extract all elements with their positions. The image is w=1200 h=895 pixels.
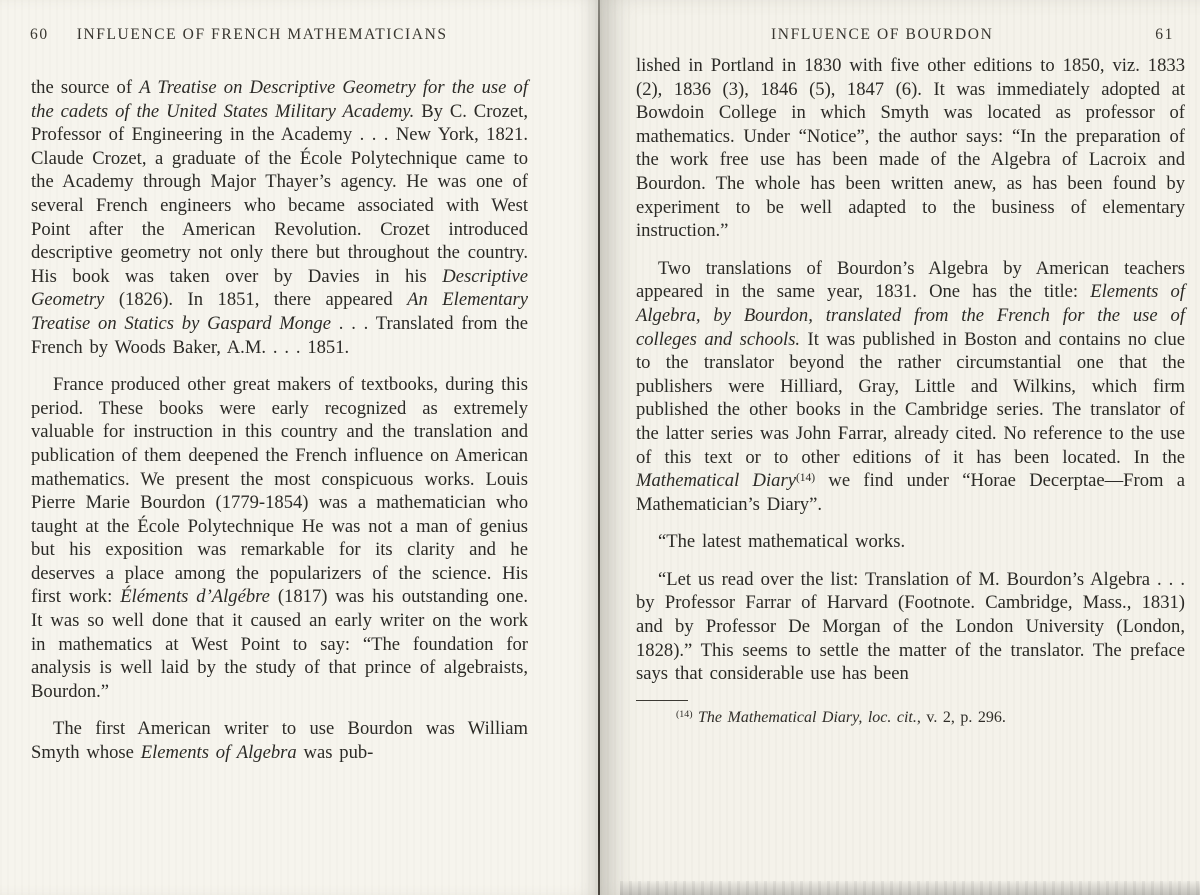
running-head-left: [0, 0, 600, 44]
text-run: Two translations of Bourdon’s Algebra by American teachers appeared in the same year, 1831. One has the title:: [636, 257, 1185, 303]
paragraph: [31, 373, 528, 703]
running-head-title-left: INFLUENCE OF FRENCH MATHEMATICIANS: [76, 26, 448, 43]
footnote: [636, 708, 1185, 728]
text-run: “Let us read over the list: Translation of M. Bourdon’s Algebra . . . by Professor Farrar of Harvard (Footnote. Cambridge, Mass., 1831) and by Professor De Morgan of the London University (London, 1828).” This seems to settle the matter of the translator. The preface says that considerable use has been: [636, 568, 1185, 685]
text-run: was pub-: [296, 742, 374, 764]
italic-title-run: Éléments d’Algébre: [120, 586, 270, 608]
page-body-right: [636, 54, 1185, 686]
text-run: (14): [676, 709, 693, 721]
page-body-left: [31, 76, 528, 765]
text-run: . . . Translated from the French by Woods Baker, A.M. . . . 1851.: [31, 312, 528, 358]
italic-title-run: Elements of Algebra: [140, 742, 297, 764]
text-run: we find under “Horae Decerptae—From a Mathematician’s Diary”.: [636, 470, 1185, 515]
text-run: (1817) was his outstanding one. It was so well done that it caused an early writer on the work in mathematics at West Point to say: “The foundation for analysis is well laid by the study of that prince of algebraists, Bourdon.”: [31, 586, 529, 702]
text-run: , v. 2, p. 296.: [916, 708, 1006, 726]
page-edge-shadow: [620, 881, 1200, 895]
italic-title-run: An Elementary Treatise on Statics by Gaspard Monge: [31, 289, 529, 334]
text-run: By C. Crozet, Professor of Engineering in the Academy . . . New York, 1821. Claude Crozet, a graduate of the École Polytechnique came to the Academy through Major Thayer’s agency. He was one of several French engineers who became associated with West Point after the American Revolution. Crozet introduced descriptive geometry not only there but throughout the country. His book was taken over by Davies in his: [31, 100, 529, 287]
paragraph: [636, 530, 1185, 554]
paragraph: [31, 76, 528, 359]
paragraph: [636, 257, 1185, 517]
text-run: (14): [795, 471, 816, 484]
text-run: the source of: [31, 77, 140, 98]
text-run: The first American writer to use Bourdon was William Smyth whose: [31, 718, 528, 764]
text-run: lished in Portland in 1830 with five other editions to 1850, viz. 1833 (2), 1836 (3), 1846 (5), 1847 (6). It was immediately adopted at Bowdoin College in which Smyth was located as professor of mathematics. Under “Notice”, the author says: “In the preparation of the work free use has been made of the Algebra of Lacroix and Bourdon. The whole has been written anew, as has been found by experiment to be well adapted to the business of elementary instruction.”: [636, 55, 1185, 242]
paragraph: [636, 54, 1185, 243]
footnote-block: [636, 700, 1185, 728]
paragraph: [636, 568, 1185, 686]
footnote-divider: [636, 700, 688, 701]
page-right: [600, 0, 1200, 895]
paragraph: [31, 717, 528, 764]
italic-title-run: Mathematical Diary: [636, 470, 796, 492]
italic-title-run: Descriptive Geometry: [31, 265, 528, 311]
italic-title-run: The Mathematical Diary, loc. cit.: [692, 708, 917, 726]
book-gutter: [598, 0, 600, 895]
page-number-right: 61: [1155, 26, 1174, 43]
text-run: “The latest mathematical works.: [658, 531, 906, 553]
running-head-right: [600, 0, 1200, 43]
text-run: France produced other great makers of textbooks, during this period. These books were early recognized as extremely valuable for instruction in this country and the translation and publication of them deepened the French influence on American mathematics. We present the most conspicuous works. Louis Pierre Marie Bourdon (1779-1854) was a mathematician who taught at the École Polytechnique He was not a man of genius but his exposition was remarkable for its clarity and he deserves a place among the popularizers of the science. His first work:: [31, 374, 528, 608]
text-run: (1826). In 1851, there appeared: [104, 289, 408, 311]
italic-title-run: Elements of Algebra, by Bourdon, translated from the French for the use of colleges and schools.: [636, 281, 1185, 350]
italic-title-run: A Treatise on Descriptive Geometry for the use of the cadets of the United States Military Academy.: [31, 77, 528, 122]
running-head-title-right: INFLUENCE OF BOURDON: [771, 26, 994, 43]
page-number-left: 60: [30, 26, 49, 43]
text-run: It was published in Boston and contains no clue to the translator beyond the rather circumstantial one that the publishers were Hilliard, Gray, Little and Wilkins, which firm published the other books in the Cambridge series. The translator of the latter series was John Farrar, already cited. No reference to the use of this text or to other editions of it has been located. In the: [636, 328, 1186, 468]
